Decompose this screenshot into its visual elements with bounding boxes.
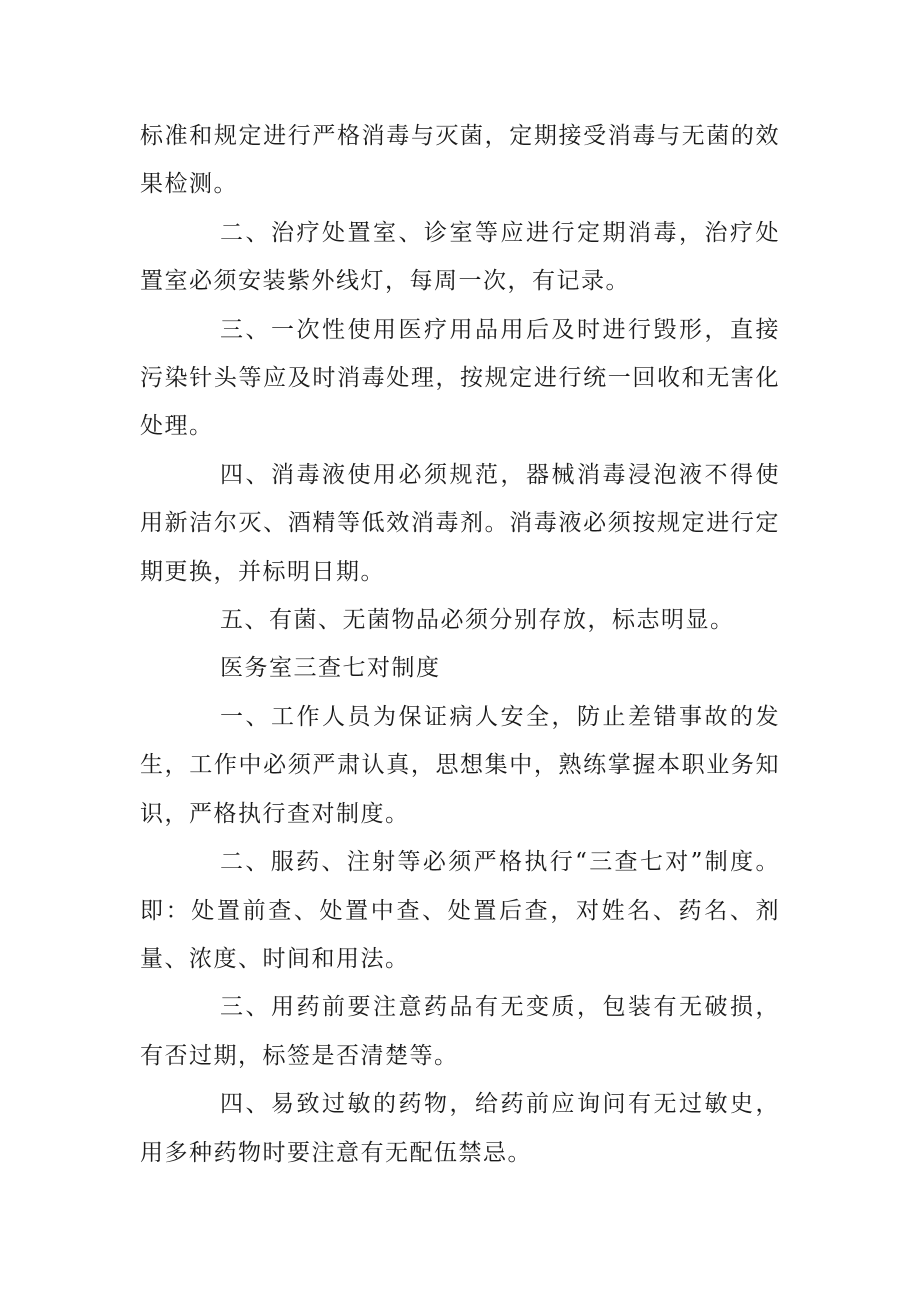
paragraph-disinfection-standards: 标准和规定进行严格消毒与灭菌，定期接受消毒与无菌的效果检测。: [140, 123, 780, 198]
paragraph-disinfectant-usage: 四、消毒液使用必须规范，器械消毒浸泡液不得使用新洁尔灭、酒精等低效消毒剂。消毒液必须按规定进行定期更换，并标明日期。: [140, 461, 780, 585]
paragraph-disposable-supplies: 三、一次性使用医疗用品用后及时进行毁形，直接污染针头等应及时消毒处理，按规定进行统一回收和无害化处理。: [140, 316, 780, 440]
paragraph-treatment-room-disinfection: 二、治疗处置室、诊室等应进行定期消毒，治疗处置室必须安装紫外线灯，每周一次，有记录。: [140, 219, 780, 295]
document-body: [140, 112, 780, 1177]
paragraph-drug-inspection: 三、用药前要注意药品有无变质，包装有无破损，有否过期，标签是否清楚等。: [140, 994, 780, 1069]
paragraph-sterile-storage: 五、有菌、无菌物品必须分别存放，标志明显。: [220, 607, 735, 634]
paragraph-three-checks-seven-verifications: 二、服药、注射等必须严格执行“三查七对”制度。即：处置前查、处置中查、处置后查，对姓名、药名、剂量、浓度、时间和用法。: [140, 849, 780, 972]
section-heading-three-checks-seven-verifications: 医务室三查七对制度: [220, 655, 441, 682]
paragraph-allergy-check: 四、易致过敏的药物，给药前应询问有无过敏史，用多种药物时要注意有无配伍禁忌。: [140, 1091, 780, 1166]
paragraph-staff-responsibility: 一、工作人员为保证病人安全，防止差错事故的发生，工作中必须严肃认真，思想集中，熟练掌握本职业务知识，严格执行查对制度。: [140, 703, 780, 827]
